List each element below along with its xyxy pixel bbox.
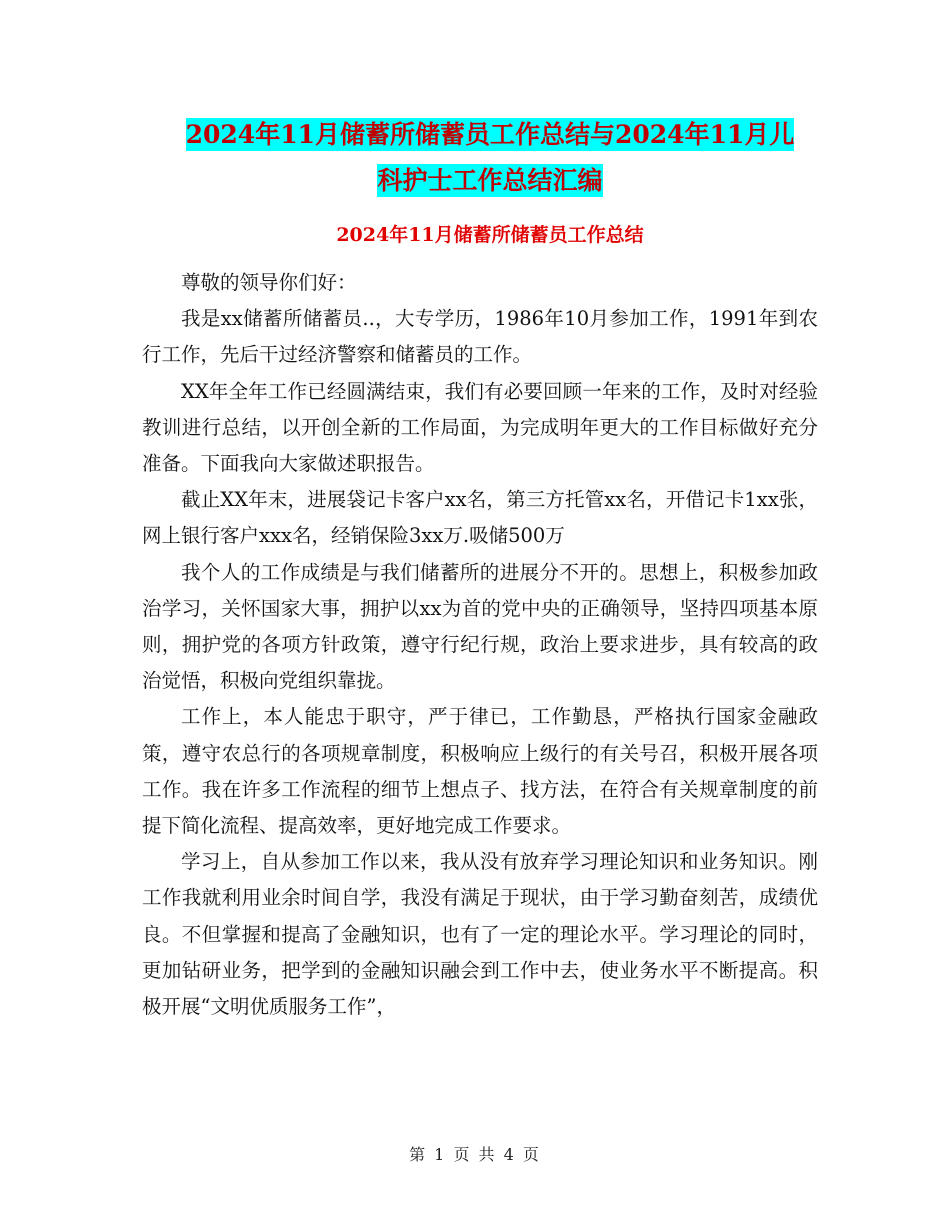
document-title-line1: 2024年11月储蓄所储蓄员工作总结与2024年11月儿 bbox=[185, 120, 795, 149]
paragraph: 我个人的工作成绩是与我们储蓄所的进展分不开的。思想上，积极参加政治学习，关怀国家大事，拥护以xx为首的党中央的正确领导，坚持四项基本原则，拥护党的各项方针政策，遵守行纪行规，政治上要求进步，具有较高的政治觉悟，积极向党组织靠拢。 bbox=[142, 560, 818, 693]
paragraph: 工作上，本人能忠于职守，严于律已，工作勤恳，严格执行国家金融政策，遵守农总行的各项规章制度，积极响应上级行的有关号召，积极开展各项工作。我在许多工作流程的细节上想点子、找方法，在符合有关规章制度的前提下简化流程、提高效率，更好地完成工作要求。 bbox=[142, 705, 818, 838]
document-title-line2: 科护士工作总结汇编 bbox=[377, 166, 603, 195]
paragraph-greeting: 尊敬的领导你们好： bbox=[181, 271, 357, 294]
paragraph: 学习上，自从参加工作以来，我从没有放弃学习理论知识和业务知识。刚工作我就利用业余时间自学，我没有满足于现状，由于学习勤奋刻苦，成绩优良。不但掌握和提高了金融知识，也有了一定的理论水平。学习理论的同时，更加钻研业务，把学到的金融知识融会到工作中去，使业务水平不断提高。积极开展“文明优质服务工作”， bbox=[142, 850, 818, 1019]
paragraph: XX年全年工作已经圆满结束，我们有必要回顾一年来的工作，及时对经验教训进行总结，以开创全新的工作局面，为完成明年更大的工作目标做好充分准备。下面我向大家做述职报告。 bbox=[142, 379, 818, 476]
document-title bbox=[140, 112, 840, 204]
section-title: 2024年11月储蓄所储蓄员工作总结 bbox=[336, 224, 644, 246]
document-body bbox=[142, 265, 818, 1025]
paragraph: 截止XX年末，进展袋记卡客户xx名，第三方托管xx名，开借记卡1xx张，网上银行客户xxx名，经销保险3xx万.吸储500万 bbox=[142, 488, 818, 548]
paragraph: 我是xx储蓄所储蓄员..，大专学历，1986年10月参加工作，1991年到农行工作，先后干过经济警察和储蓄员的工作。 bbox=[142, 307, 818, 367]
page-footer: 第 1 页 共 4 页 bbox=[409, 1145, 541, 1164]
